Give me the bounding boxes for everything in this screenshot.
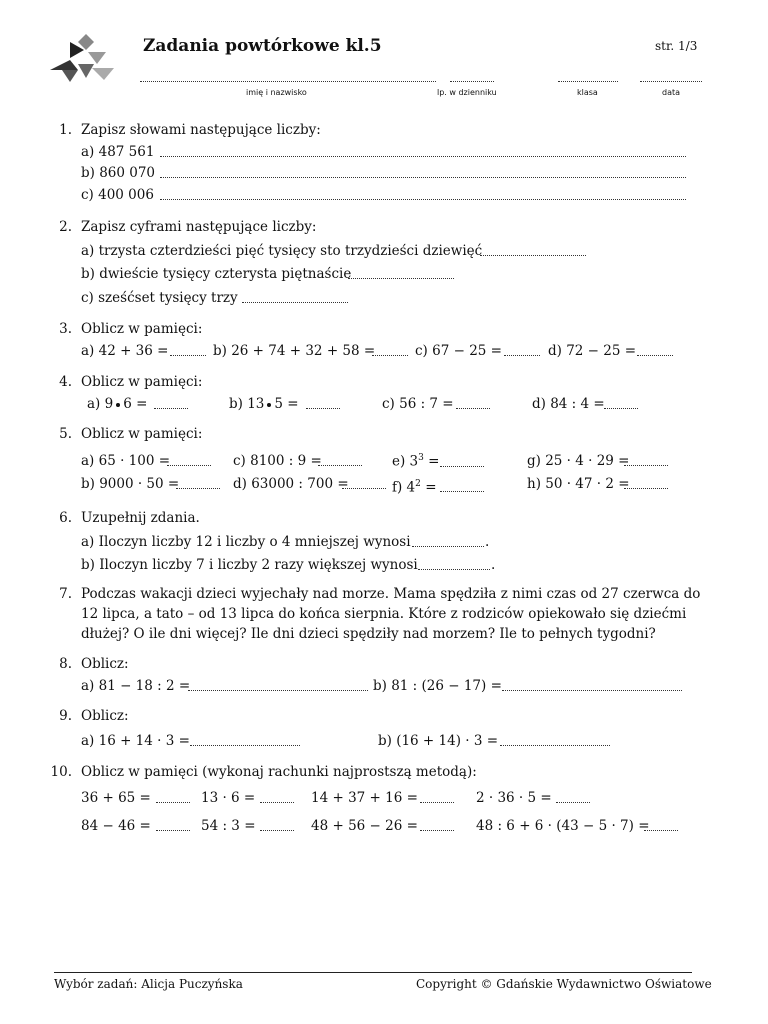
task-9-item-b: b) (16 + 14) · 3 =: [378, 733, 499, 749]
task-5-item-d: d) 63000 : 700 =: [233, 476, 349, 492]
answer-line[interactable]: [412, 545, 484, 547]
task-6-item-a: a) Iloczyn liczby 12 i liczby o 4 mniejszej wynosi: [81, 534, 411, 550]
answer-line[interactable]: [242, 301, 348, 303]
class-label: klasa: [577, 88, 598, 97]
task-1-instruction: Zapisz słowami następujące liczby:: [81, 122, 321, 138]
answer-line[interactable]: [348, 277, 454, 279]
answer-line[interactable]: [418, 568, 490, 570]
answer-line[interactable]: [420, 801, 454, 803]
task-10-expr: 54 : 3 =: [201, 818, 256, 834]
answer-line[interactable]: [156, 829, 190, 831]
task-10-expr: 13 · 6 =: [201, 790, 256, 806]
task-number: 5.: [59, 426, 72, 442]
answer-line[interactable]: [167, 464, 211, 466]
answer-line[interactable]: [160, 155, 686, 157]
task-10-expr: 84 − 46 =: [81, 818, 151, 834]
period: .: [485, 534, 490, 550]
task-9-instruction: Oblicz:: [81, 708, 129, 724]
task-7-line: 12 lipca, a tato – od 13 lipca do końca sierpnia. Które z rodziców opiekowało się dziećmi: [81, 606, 687, 622]
task-10-expr: 14 + 37 + 16 =: [311, 790, 418, 806]
task-4-item-b: b) 13 5 =: [229, 396, 299, 412]
task-5-item-f: f) $4^2$ =: [392, 479, 437, 496]
task-5-item-e: e) $3^3$ =: [392, 453, 440, 470]
answer-line[interactable]: [624, 464, 668, 466]
answer-line[interactable]: [644, 829, 678, 831]
task-9-item-a: a) 16 + 14 · 3 =: [81, 733, 190, 749]
task-5-item-h: h) 50 · 47 · 2 =: [527, 476, 630, 492]
answer-line[interactable]: [500, 744, 610, 746]
task-1-item-c: c) 400 006: [81, 187, 154, 203]
task-10-expr: 48 + 56 − 26 =: [311, 818, 418, 834]
task-2-item-b: b) dwieście tysięcy czterysta piętnaście: [81, 266, 352, 282]
answer-line[interactable]: [624, 487, 668, 489]
task-2-item-c: c) sześćset tysięcy trzy: [81, 290, 238, 306]
answer-line[interactable]: [440, 490, 484, 492]
task-number: 2.: [59, 219, 72, 235]
footer-rule: [54, 972, 692, 973]
answer-line[interactable]: [160, 198, 686, 200]
task-2-instruction: Zapisz cyframi następujące liczby:: [81, 219, 317, 235]
answer-line[interactable]: [160, 176, 686, 178]
task-4-instruction: Oblicz w pamięci:: [81, 374, 203, 390]
task-number: 1.: [59, 122, 72, 138]
name-field[interactable]: [140, 80, 436, 82]
task-8-instruction: Oblicz:: [81, 656, 129, 672]
answer-line[interactable]: [342, 487, 386, 489]
register-number-field[interactable]: [450, 80, 494, 82]
answer-line[interactable]: [176, 487, 220, 489]
answer-line[interactable]: [556, 801, 590, 803]
task-10-expr: 48 : 6 + 6 · (43 − 5 · 7) =: [476, 818, 650, 834]
date-field[interactable]: [640, 80, 702, 82]
task-5-item-c: c) 8100 : 9 =: [233, 453, 322, 469]
task-7-line: Podczas wakacji dzieci wyjechały nad morze. Mama spędziła z nimi czas od 27 czerwca do: [81, 586, 701, 602]
task-number: 7.: [59, 586, 72, 602]
task-3-instruction: Oblicz w pamięci:: [81, 321, 203, 337]
register-number-label: lp. w dzienniku: [437, 88, 497, 97]
answer-line[interactable]: [156, 801, 190, 803]
task-1-item-b: b) 860 070: [81, 165, 156, 181]
page-title: Zadania powtórkowe kl.5: [143, 36, 382, 56]
answer-line[interactable]: [154, 407, 188, 409]
task-3-item-d: d) 72 − 25 =: [548, 343, 637, 359]
task-6-instruction: Uzupełnij zdania.: [81, 510, 200, 526]
task-number: 8.: [59, 656, 72, 672]
answer-line[interactable]: [637, 354, 673, 356]
footer-copyright: Copyright © Gdańskie Wydawnictwo Oświatowe: [416, 977, 712, 991]
task-6-item-b: b) Iloczyn liczby 7 i liczby 2 razy większej wynosi: [81, 557, 418, 573]
task-number: 9.: [59, 708, 72, 724]
answer-line[interactable]: [480, 254, 586, 256]
task-10-expr: 36 + 65 =: [81, 790, 151, 806]
answer-line[interactable]: [372, 354, 408, 356]
task-3-item-b: b) 26 + 74 + 32 + 58 =: [213, 343, 376, 359]
name-label: imię i nazwisko: [246, 88, 307, 97]
task-5-instruction: Oblicz w pamięci:: [81, 426, 203, 442]
task-2-item-a: a) trzysta czterdzieści pięć tysięcy sto trzydzieści dziewięć: [81, 243, 483, 259]
answer-line[interactable]: [260, 829, 294, 831]
answer-line[interactable]: [440, 465, 484, 467]
task-5-item-g: g) 25 · 4 · 29 =: [527, 453, 630, 469]
task-7-line: dłużej? O ile dni więcej? Ile dni dzieci spędziły nad morzem? Ile to pełnych tygodni?: [81, 626, 656, 642]
footer-author: Wybór zadań: Alicja Puczyńska: [54, 977, 243, 991]
task-1-item-a: a) 487 561: [81, 144, 155, 160]
task-3-item-c: c) 67 − 25 =: [415, 343, 502, 359]
task-number: 10.: [50, 764, 72, 780]
date-label: data: [662, 88, 681, 97]
task-4-item-a: a) 9 6 =: [87, 396, 148, 412]
answer-line[interactable]: [306, 407, 340, 409]
answer-line[interactable]: [260, 801, 294, 803]
answer-line[interactable]: [318, 464, 362, 466]
publisher-logo: [48, 34, 114, 86]
task-8-item-a: a) 81 − 18 : 2 =: [81, 678, 191, 694]
task-number: 6.: [59, 510, 72, 526]
period: .: [491, 557, 496, 573]
class-field[interactable]: [558, 80, 618, 82]
answer-line[interactable]: [188, 689, 368, 691]
task-4-item-c: c) 56 : 7 =: [382, 396, 454, 412]
task-4-item-d: d) 84 : 4 =: [532, 396, 605, 412]
answer-line[interactable]: [190, 744, 300, 746]
task-number: 4.: [59, 374, 72, 390]
task-5-item-a: a) 65 · 100 =: [81, 453, 171, 469]
task-10-expr: 2 · 36 · 5 =: [476, 790, 552, 806]
task-5-item-b: b) 9000 · 50 =: [81, 476, 180, 492]
answer-line[interactable]: [420, 829, 454, 831]
page-number: str. 1/3: [655, 39, 698, 53]
task-8-item-b: b) 81 : (26 − 17) =: [373, 678, 502, 694]
task-10-instruction: Oblicz w pamięci (wykonaj rachunki najprostszą metodą):: [81, 764, 477, 780]
answer-line[interactable]: [504, 354, 540, 356]
task-number: 3.: [59, 321, 72, 337]
answer-line[interactable]: [502, 689, 682, 691]
answer-line[interactable]: [604, 407, 638, 409]
answer-line[interactable]: [170, 354, 206, 356]
task-3-item-a: a) 42 + 36 =: [81, 343, 169, 359]
answer-line[interactable]: [456, 407, 490, 409]
